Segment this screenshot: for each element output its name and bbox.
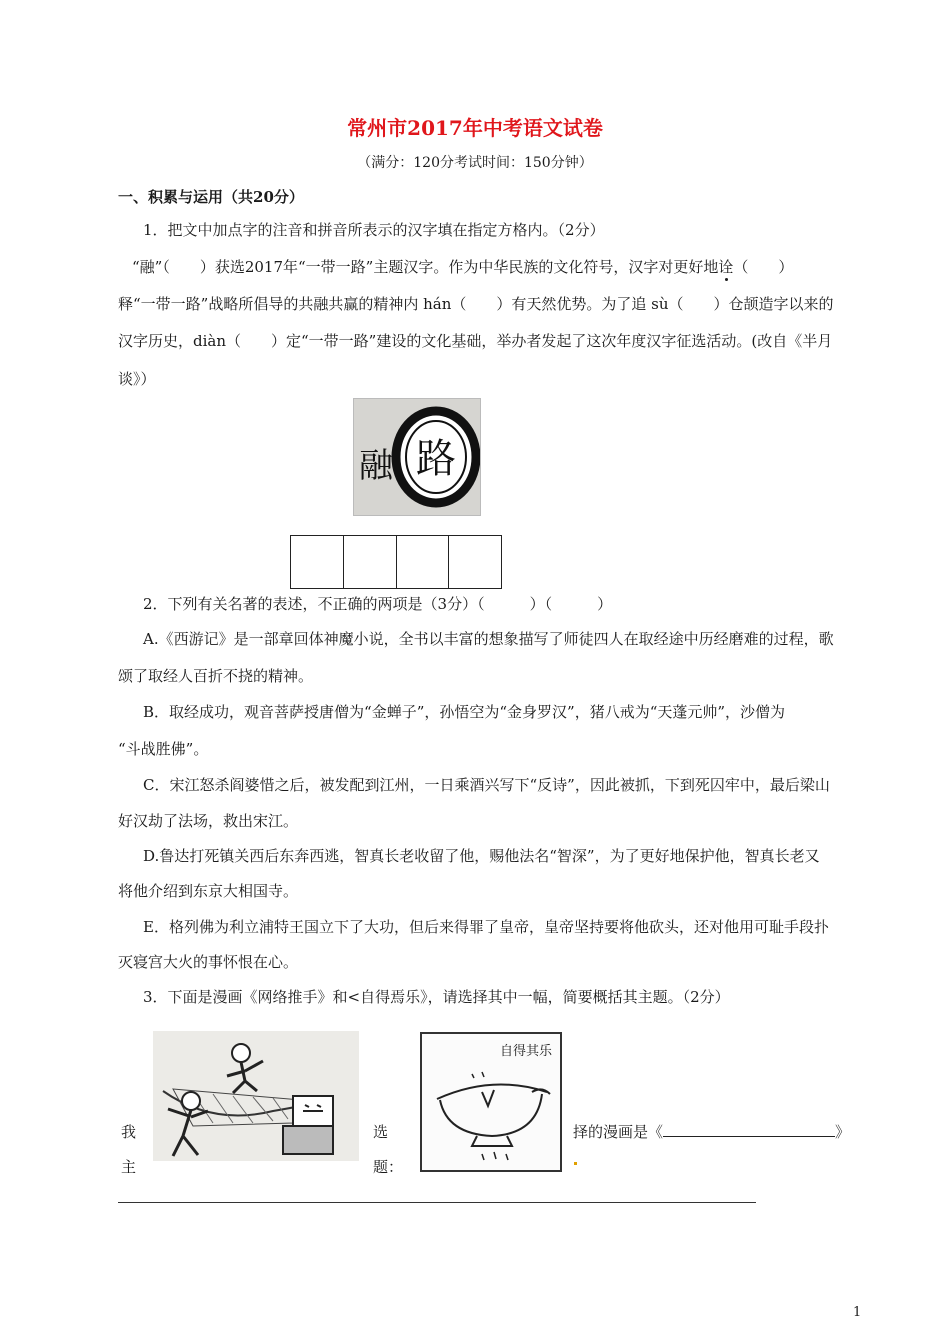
seal-image bbox=[353, 398, 481, 516]
question-2-stem: 2．下列有关名著的表述，不正确的两项是（3分）（ ）（ ） bbox=[143, 595, 613, 613]
answer-line[interactable] bbox=[118, 1202, 756, 1203]
cartoon-title: 自得其乐 bbox=[499, 1044, 552, 1059]
page-number: 1 bbox=[853, 1305, 862, 1320]
section-heading: 一、积累与运用（共20分） bbox=[118, 188, 304, 206]
question-1-line-3: 汉字历史，diàn（ ）定“一带一路”建设的文化基础，举办者发起了这次年度汉字征选活动。(改自《半月 bbox=[118, 332, 833, 350]
option-d: D.鲁达打死镇关西后东奔西逃，智真长老收留了他，赐他法名“智深”，为了更好地保护他，智真长老又 bbox=[143, 847, 820, 865]
seal-char-lu: 路 bbox=[416, 436, 456, 482]
option-c: C．宋江怒杀阎婆惜之后，被发配到江州，一日乘酒兴写下“反诗”，因此被抓，下到死囚牢中，最后梁山 bbox=[143, 776, 830, 794]
question-1-line-4: 谈》） bbox=[118, 370, 156, 388]
choice-blank[interactable] bbox=[663, 1121, 835, 1137]
answer-cell[interactable] bbox=[449, 536, 501, 588]
option-d-cont: 将他介绍到东京大相国寺。 bbox=[118, 882, 299, 900]
option-c-cont: 好汉劫了法场，救出宋江。 bbox=[118, 812, 299, 830]
cartoon-self-content bbox=[420, 1032, 562, 1172]
answer-cell[interactable] bbox=[344, 536, 397, 588]
dotted-char: 诠 bbox=[718, 258, 734, 276]
option-b: B．取经成功，观音菩萨授唐僧为“金蝉子”，孙悟空为“金身罗汉”，猪八戒为“天蓬元帅”，沙僧为 bbox=[143, 703, 786, 721]
text-fragment-xuan: 选 bbox=[373, 1123, 389, 1141]
question-3-stem: 3．下面是漫画《网络推手》和<自得焉乐》，请选择其中一幅，简要概括其主题。（2分） bbox=[143, 988, 730, 1006]
option-e-cont: 灭寝宫大火的事怀恨在心。 bbox=[118, 953, 299, 971]
stray-mark bbox=[574, 1162, 577, 1165]
cartoon-network-pusher bbox=[153, 1031, 359, 1161]
text-fragment-ti: 题： bbox=[373, 1158, 404, 1176]
question-1-line-2: 释“一带一路”战略所倡导的共融共赢的精神内 hán（ ）有天然优势。为了追 sù（ ）仓颉造字以来的 bbox=[118, 295, 834, 313]
exam-info: （满分：120分考试时间：150分钟） bbox=[357, 155, 593, 171]
text-fragment-wo: 我 bbox=[121, 1123, 137, 1141]
question-1-stem: 1．把文中加点字的注音和拼音所表示的汉字填在指定方格内。（2分） bbox=[143, 221, 605, 239]
option-e: E．格列佛为利立浦特王国立下了大功，但后来得罪了皇帝，皇帝坚持要将他砍头，还对他用可耻手段扑 bbox=[143, 918, 829, 936]
option-b-cont: “斗战胜佛”。 bbox=[118, 740, 209, 758]
answer-cell[interactable] bbox=[291, 536, 344, 588]
question-1-line-1: “融”（ ）获选2017年“一带一路”主题汉字。作为中华民族的文化符号，汉字对更好地诠（ ） bbox=[132, 258, 794, 276]
answer-cell[interactable] bbox=[397, 536, 450, 588]
choice-line: 择的漫画是《 》 bbox=[573, 1123, 851, 1141]
seal-char-rong: 融 bbox=[359, 446, 393, 486]
answer-grid[interactable] bbox=[290, 535, 502, 589]
option-a: A.《西游记》是一部章回体神魔小说，全书以丰富的想象描写了师徒四人在取经途中历经磨难的过程，歌 bbox=[143, 630, 834, 648]
option-a-cont: 颂了取经人百折不挠的精神。 bbox=[118, 667, 314, 685]
text-fragment-zhu: 主 bbox=[121, 1158, 137, 1176]
document-title: 常州市2017年中考语文试卷 bbox=[347, 116, 603, 140]
